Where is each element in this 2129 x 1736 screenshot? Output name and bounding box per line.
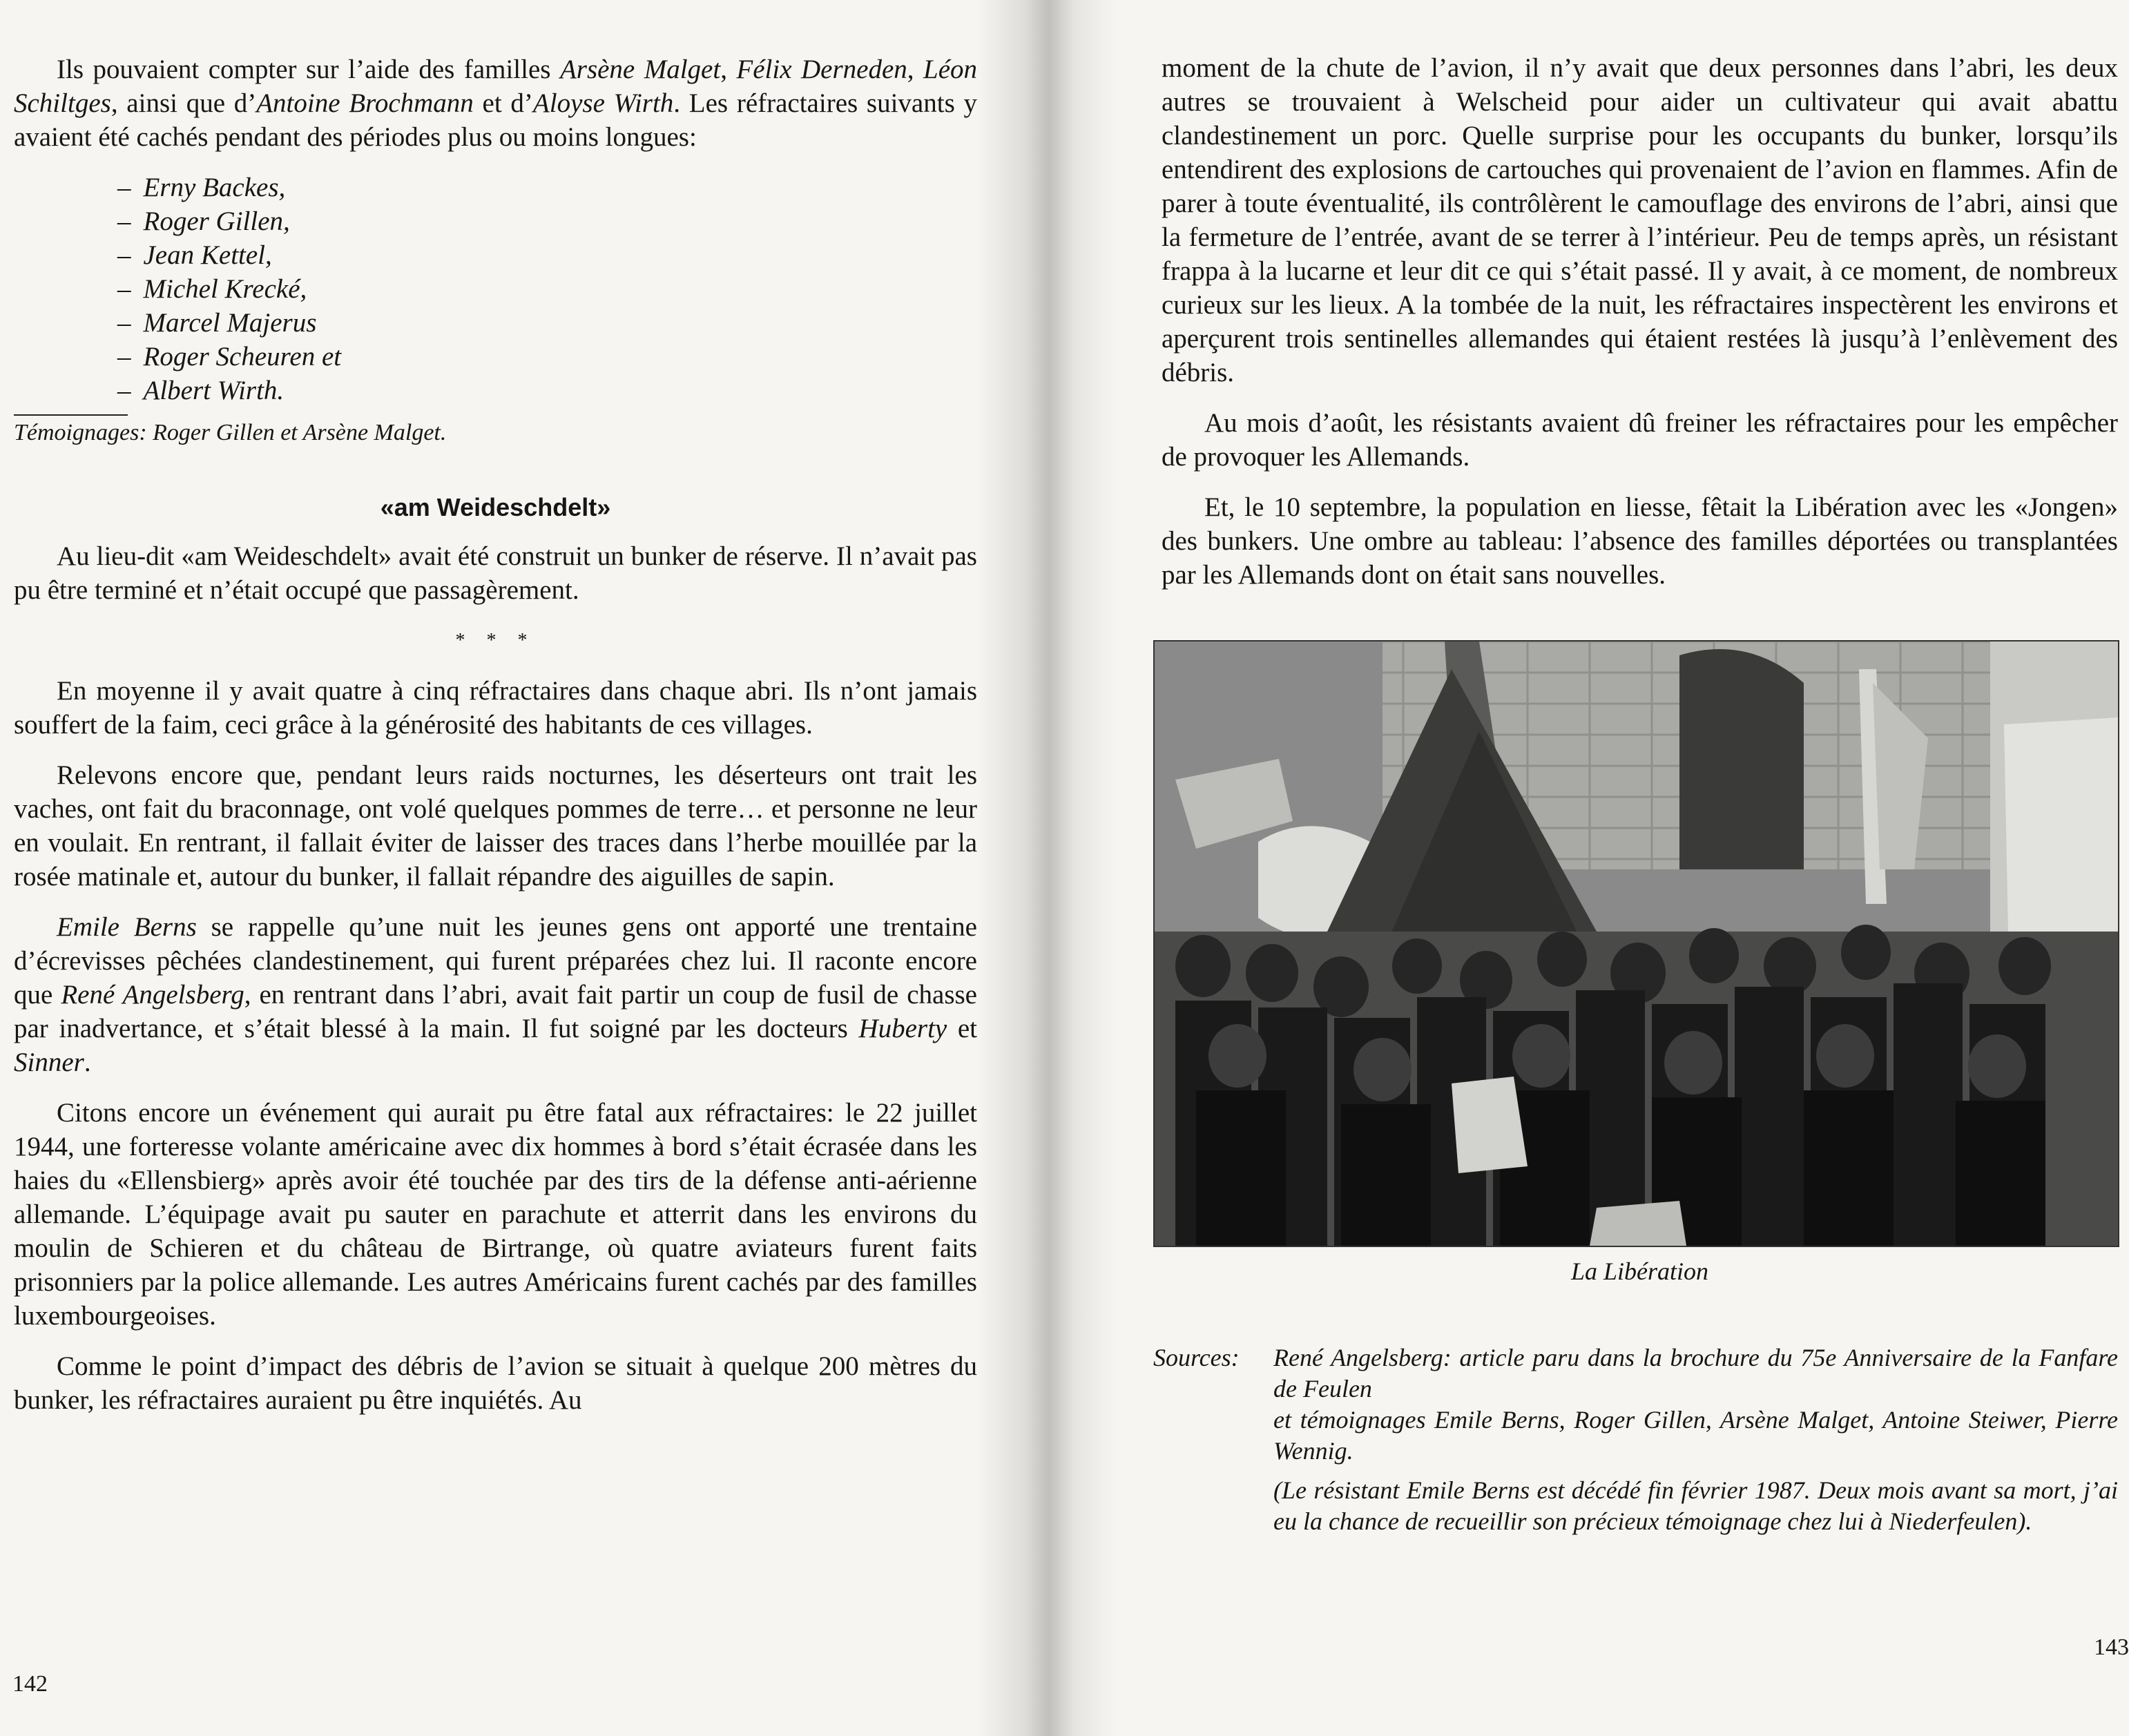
- person-name: René Angelsberg: [61, 980, 244, 1010]
- left-text-column: [14, 52, 977, 1417]
- list-item: [117, 272, 977, 306]
- list-item-name: Erny Backes,: [143, 173, 286, 202]
- paragraph-comme: Comme le point d’impact des débris de l’avion se situait à quelque 200 mètres du bunker, les réfractaires auraient pu être inquiétés. Au: [14, 1351, 977, 1415]
- dash-mark: –: [117, 308, 131, 338]
- footnote-rule: [14, 414, 128, 416]
- sources-line: René Angelsberg: article paru dans la brochure du 75e Anniversaire de la Fanfare de Feulen: [1273, 1344, 2118, 1402]
- photo-caption: La Libération: [1570, 1257, 1709, 1285]
- intro-text: . Les réfractaires suivants y avaient été cachés pendant des périodes plus ou moins longues:: [14, 88, 977, 152]
- paragraph-aout: Au mois d’août, les résistants avaient dû freiner les réfractaires pour les empêcher de provoquer les Allemands.: [1162, 408, 2118, 472]
- list-item: [117, 238, 977, 272]
- list-item-name: Michel Krecké,: [143, 274, 307, 304]
- intro-text: Ils pouvaient compter sur l’aide des familles: [57, 55, 560, 84]
- list-item: [117, 204, 977, 238]
- dash-mark: –: [117, 206, 131, 236]
- page-number-right: 143: [2094, 1634, 2129, 1660]
- sources-line: et témoignages Emile Berns, Roger Gillen, Arsène Malget, Antoine Steiwer, Pierre Wennig.: [1273, 1406, 2118, 1465]
- list-item-name: Roger Gillen,: [143, 206, 290, 236]
- person-name: Sinner: [14, 1048, 84, 1077]
- sources-label: Sources:: [1153, 1344, 1240, 1371]
- dash-mark: –: [117, 240, 131, 270]
- person-name: Emile Berns: [57, 912, 197, 942]
- list-item-name: Roger Scheuren et: [143, 342, 342, 372]
- paragraph-berns: [14, 910, 977, 1079]
- list-item: [117, 374, 977, 407]
- dash-mark: –: [117, 342, 131, 372]
- dash-mark: –: [117, 173, 131, 202]
- list-item-name: Marcel Majerus: [143, 308, 317, 338]
- family-name: Aloyse Wirth: [532, 88, 674, 118]
- family-name: Félix Derneden: [736, 55, 907, 84]
- page-number-left: 142: [12, 1671, 48, 1697]
- refractaires-list: [14, 171, 977, 407]
- person-name: Huberty: [858, 1014, 947, 1043]
- left-page: [0, 0, 1063, 1736]
- right-text-column: [1153, 51, 2118, 1537]
- photo-illustration: [1155, 642, 2118, 1246]
- paragraph-text: .: [84, 1048, 91, 1077]
- paragraph-citons: Citons encore un événement qui aurait pu être fatal aux réfractaires: le 22 juillet 1944, une forteresse volante américaine avec dix hommes à bord s’était écrasée dans les haies du «Ellensbierg» après avoir été touchée par des tirs de la défense anti-aérienne allemande. L’équipage avait pu sauter en parachute et atterrit dans les environs du moulin de Schieren et du château de Birtrange, où quatre aviateurs furent faits prisonniers par la police allemande. Les autres Américains furent cachés par des familles luxembourgeoises.: [14, 1098, 977, 1331]
- list-item: [117, 171, 977, 204]
- testimony-note: Témoignages: Roger Gillen et Arsène Malget.: [14, 420, 447, 445]
- paragraph-moment: moment de la chute de l’avion, il n’y avait que deux personnes dans l’abri, les deux autres se trouvaient à Welscheid pour aider un cultivateur qui avait abattu clandestinement un porc. Quelle surprise pour les occupants du bunker, lorsqu’ils entendirent des explosions de cartouches qui provenaient de l’avion en flammes. Afin de parer à toute éventualité, ils contrôlèrent le camouflage des environs de l’abri, ainsi que la fermeture de l’entrée, avant de se terrer à l’intérieur. Peu de temps après, un résistant frappa à la lucarne et leur dit ce qui s’était passé. Il y avait, à ce moment, de nombreux curieux sur les lieux. A la tombée de la nuit, les réfractaires inspectèrent les environs et aperçurent trois sentinelles allemandes qui étaient restées là jusqu’à l’enlèvement des débris.: [1162, 53, 2118, 387]
- liberation-photo: [1153, 640, 2119, 1247]
- section-title: «am Weideschdelt»: [380, 493, 611, 521]
- paragraph-weideschdelt: Au lieu-dit «am Weideschdelt» avait été construit un bunker de réserve. Il n’avait pas pu être terminé et n’était occupé que passagèrement.: [14, 541, 977, 605]
- paragraph-relevons: Relevons encore que, pendant leurs raids nocturnes, les déserteurs ont trait les vaches, ont fait du braconnage, ont volé quelques pommes de terre… et personne ne leur en voulait. En rentrant, il fallait éviter de laisser des traces dans l’herbe mouillée par la rosée matinale et, autour du bunker, il fallait répandre des aiguilles de sapin.: [14, 760, 977, 891]
- paragraph-text: se rappelle qu’une nuit les jeunes gens ont apporté une trentaine d’écrevisses pêchées clandestinement, qui furent préparées chez lui. Il raconte encore que: [14, 912, 977, 1010]
- paragraph-moyenne: En moyenne il y avait quatre à cinq réfractaires dans chaque abri. Ils n’ont jamais souffert de la faim, ceci grâce à la générosité des habitants de ces villages.: [14, 676, 977, 740]
- family-name: Léon Schiltges: [14, 55, 978, 118]
- separator-text: et d’: [473, 88, 533, 118]
- sources-note: (Le résistant Emile Berns est décédé fin février 1987. Deux mois avant sa mort, j’ai eu la chance de recueillir son précieux témoignage chez lui à Niederfeulen).: [1273, 1476, 2118, 1535]
- separator-text: ,: [720, 55, 737, 84]
- list-item: [117, 340, 977, 374]
- family-name: Antoine Brochmann: [256, 88, 474, 118]
- sources-body: [1273, 1342, 2118, 1537]
- paragraph-septembre: Et, le 10 septembre, la population en liesse, fêtait la Libération avec les «Jongen» des bunkers. Une ombre au tableau: l’absence des familles déportées ou transplantées par les Allemands dont on était sans nouvelles.: [1162, 492, 2118, 590]
- separator-text: , ainsi que d’: [110, 88, 257, 118]
- right-page: [1063, 0, 2129, 1736]
- paragraph-text: et: [947, 1014, 977, 1043]
- list-item-name: Jean Kettel,: [143, 240, 272, 270]
- dash-mark: –: [117, 274, 131, 304]
- family-name: Arsène Malget: [559, 55, 721, 84]
- list-item-name: Albert Wirth.: [143, 376, 285, 405]
- list-item: [117, 306, 977, 340]
- sources-block: [1153, 1342, 2118, 1537]
- intro-paragraph: [14, 52, 977, 154]
- section-separator: * * *: [455, 630, 536, 651]
- dash-mark: –: [117, 376, 131, 405]
- paragraph-text: , en rentrant dans l’abri, avait fait partir un coup de fusil de chasse par inadvertance, et s’était blessé à la main. Il fut soigné par les docteurs: [14, 980, 977, 1043]
- separator-text: ,: [907, 55, 924, 84]
